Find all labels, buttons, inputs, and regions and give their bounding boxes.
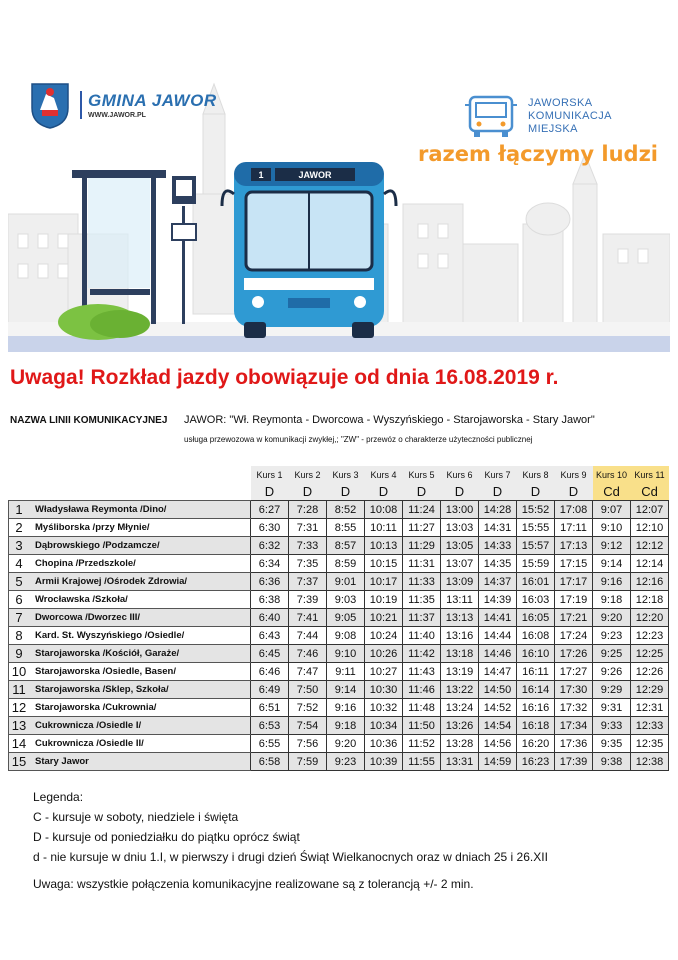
departure-time: 8:55 [327,519,365,537]
course-code: D [517,483,555,501]
departure-time: 17:15 [555,555,593,573]
stop-name: Armii Krajowej /Ośrodek Zdrowia/ [29,573,251,591]
departure-time: 14:37 [479,573,517,591]
departure-time: 12:20 [631,609,669,627]
course-header: Kurs 5 [403,466,441,483]
stop-number: 9 [9,645,30,663]
departure-time: 16:10 [517,645,555,663]
table-row [9,501,669,519]
table-row [9,699,669,717]
gmina-url: WWW.JAWOR.PL [88,112,146,119]
departure-time: 9:07 [593,501,631,519]
departure-time: 6:34 [251,555,289,573]
departure-time: 8:52 [327,501,365,519]
legend-title: Legenda: [33,790,84,804]
departure-time: 9:12 [593,537,631,555]
departure-time: 17:11 [555,519,593,537]
timetable [8,466,669,771]
departure-time: 11:31 [403,555,441,573]
legend-item-c: C - kursuje w soboty, niedziele i święta [33,810,239,824]
departure-time: 13:26 [441,717,479,735]
departure-time: 7:52 [289,699,327,717]
departure-time: 7:44 [289,627,327,645]
departure-time: 9:10 [327,645,365,663]
tolerance-note: Uwaga: wszystkie połączenia komunikacyjne realizowane są z tolerancją +/- 2 min. [33,877,474,891]
stop-number: 2 [9,519,30,537]
stop-name: Władysława Reymonta /Dino/ [29,501,251,519]
departure-time: 7:54 [289,717,327,735]
line-service-note: usługa przewozowa w komunikacji zwykłej,; "ZW" - przewóz o charakterze użyteczności publicznej [184,435,533,444]
departure-time: 11:40 [403,627,441,645]
legend [33,787,548,867]
header-spacer [29,483,251,501]
stop-name: Dworcowa /Dworzec III/ [29,609,251,627]
stop-number: 12 [9,699,30,717]
stop-name: Dąbrowskiego /Podzamcze/ [29,537,251,555]
course-header: Kurs 1 [251,466,289,483]
departure-time: 14:41 [479,609,517,627]
departure-time: 17:21 [555,609,593,627]
departure-time: 14:52 [479,699,517,717]
departure-time: 7:59 [289,753,327,771]
stop-name: Kard. St. Wyszyńskiego /Osiedle/ [29,627,251,645]
stop-number: 13 [9,717,30,735]
departure-time: 15:55 [517,519,555,537]
departure-time: 14:39 [479,591,517,609]
departure-time: 13:28 [441,735,479,753]
departure-time: 9:05 [327,609,365,627]
departure-time: 14:59 [479,753,517,771]
departure-time: 12:31 [631,699,669,717]
stop-number: 1 [9,501,30,519]
bus-route-number: 1 [258,170,264,180]
departure-time: 9:20 [593,609,631,627]
departure-time: 17:26 [555,645,593,663]
header-spacer [9,483,30,501]
departure-time: 11:48 [403,699,441,717]
departure-time: 6:53 [251,717,289,735]
departure-time: 9:35 [593,735,631,753]
departure-time: 9:18 [327,717,365,735]
gmina-name: GMINA JAWOR [88,91,217,110]
departure-time: 13:09 [441,573,479,591]
course-header: Kurs 9 [555,466,593,483]
departure-time: 15:59 [517,555,555,573]
departure-time: 9:14 [593,555,631,573]
departure-time: 6:43 [251,627,289,645]
coat-of-arms-icon [28,80,72,130]
departure-time: 8:59 [327,555,365,573]
departure-time: 6:30 [251,519,289,537]
table-row [9,645,669,663]
departure-time: 15:57 [517,537,555,555]
validity-notice: Uwaga! Rozkład jazdy obowiązuje od dnia 16.08.2019 r. [10,366,559,389]
stop-name: Cukrownicza /Osiedle II/ [29,735,251,753]
legend-item-d-lower: d - nie kursuje w dniu 1.I, w pierwszy i drugi dzień Świąt Wielkanocnych oraz w dniach 25 i 26.XII [33,850,548,864]
departure-time: 7:56 [289,735,327,753]
departure-time: 11:33 [403,573,441,591]
legend-item-d: D - kursuje od poniedziałku do piątku oprócz świąt [33,830,300,844]
stop-name: Chopina /Przedszkole/ [29,555,251,573]
table-row [9,735,669,753]
departure-time: 11:27 [403,519,441,537]
departure-time: 7:37 [289,573,327,591]
departure-time: 16:11 [517,663,555,681]
stop-number: 15 [9,753,30,771]
table-row [9,717,669,735]
departure-time: 10:39 [365,753,403,771]
stop-name: Cukrownicza /Osiedle I/ [29,717,251,735]
departure-time: 14:31 [479,519,517,537]
departure-time: 12:25 [631,645,669,663]
departure-time: 11:52 [403,735,441,753]
departure-time: 12:07 [631,501,669,519]
departure-time: 6:40 [251,609,289,627]
departure-time: 9:23 [593,627,631,645]
departure-time: 17:19 [555,591,593,609]
departure-time: 16:01 [517,573,555,591]
departure-time: 6:49 [251,681,289,699]
departure-time: 16:05 [517,609,555,627]
departure-time: 11:43 [403,663,441,681]
departure-time: 11:24 [403,501,441,519]
departure-time: 7:47 [289,663,327,681]
departure-time: 9:16 [327,699,365,717]
course-code: D [289,483,327,501]
departure-time: 10:15 [365,555,403,573]
departure-time: 16:16 [517,699,555,717]
departure-time: 10:08 [365,501,403,519]
course-code: D [403,483,441,501]
departure-time: 9:26 [593,663,631,681]
departure-time: 17:39 [555,753,593,771]
departure-time: 14:44 [479,627,517,645]
departure-time: 12:10 [631,519,669,537]
stop-number: 3 [9,537,30,555]
departure-time: 12:35 [631,735,669,753]
departure-time: 9:29 [593,681,631,699]
departure-time: 7:50 [289,681,327,699]
stop-number: 7 [9,609,30,627]
jkm-line-3: MIEJSKA [528,122,578,135]
course-header: Kurs 4 [365,466,403,483]
departure-time: 9:25 [593,645,631,663]
departure-time: 9:11 [327,663,365,681]
departure-time: 17:30 [555,681,593,699]
departure-time: 17:36 [555,735,593,753]
slogan: razem łączymy ludzi [418,142,658,166]
stop-name: Starojaworska /Kościół, Garaże/ [29,645,251,663]
departure-time: 10:21 [365,609,403,627]
departure-time: 6:27 [251,501,289,519]
departure-time: 13:05 [441,537,479,555]
departure-time: 9:03 [327,591,365,609]
departure-time: 9:38 [593,753,631,771]
bus-illustration [222,162,396,338]
departure-time: 7:39 [289,591,327,609]
departure-time: 10:30 [365,681,403,699]
departure-time: 14:54 [479,717,517,735]
departure-time: 16:23 [517,753,555,771]
jkm-line-1: JAWORSKA [528,96,593,109]
course-header: Kurs 3 [327,466,365,483]
course-code: D [251,483,289,501]
departure-time: 9:16 [593,573,631,591]
departure-time: 11:37 [403,609,441,627]
table-row [9,753,669,771]
departure-time: 17:32 [555,699,593,717]
course-code-row [9,483,669,501]
departure-time: 13:18 [441,645,479,663]
departure-time: 12:12 [631,537,669,555]
departure-time: 13:22 [441,681,479,699]
stop-number: 5 [9,573,30,591]
table-row [9,555,669,573]
course-code: D [555,483,593,501]
departure-time: 13:16 [441,627,479,645]
table-row [9,537,669,555]
departure-time: 17:08 [555,501,593,519]
departure-time: 10:11 [365,519,403,537]
departure-time: 10:13 [365,537,403,555]
departure-time: 9:31 [593,699,631,717]
departure-time: 14:50 [479,681,517,699]
departure-time: 11:46 [403,681,441,699]
gmina-logo [28,80,217,130]
table-row [9,519,669,537]
departure-time: 11:50 [403,717,441,735]
stop-number: 14 [9,735,30,753]
departure-time: 16:18 [517,717,555,735]
departure-time: 14:35 [479,555,517,573]
course-code: D [479,483,517,501]
departure-time: 13:13 [441,609,479,627]
departure-time: 17:13 [555,537,593,555]
stop-number: 6 [9,591,30,609]
departure-time: 17:27 [555,663,593,681]
header-spacer [29,466,251,483]
departure-time: 12:23 [631,627,669,645]
course-code: D [327,483,365,501]
departure-time: 9:14 [327,681,365,699]
departure-time: 12:33 [631,717,669,735]
departure-time: 17:17 [555,573,593,591]
departure-time: 11:55 [403,753,441,771]
departure-time: 10:32 [365,699,403,717]
departure-time: 9:08 [327,627,365,645]
bus-route-name: JAWOR [298,170,332,180]
course-header-row [9,466,669,483]
departure-time: 6:36 [251,573,289,591]
departure-time: 9:18 [593,591,631,609]
stop-number: 10 [9,663,30,681]
departure-time: 13:19 [441,663,479,681]
departure-time: 7:28 [289,501,327,519]
departure-time: 10:36 [365,735,403,753]
departure-time: 14:33 [479,537,517,555]
departure-time: 9:10 [593,519,631,537]
departure-time: 12:29 [631,681,669,699]
table-row [9,663,669,681]
course-header: Kurs 11 [631,466,669,483]
departure-time: 9:33 [593,717,631,735]
departure-time: 9:20 [327,735,365,753]
line-route: JAWOR: "Wł. Reymonta - Dworcowa - Wyszyńskiego - Starojaworska - Stary Jawor" [184,414,595,426]
departure-time: 11:42 [403,645,441,663]
course-header: Kurs 6 [441,466,479,483]
departure-time: 12:16 [631,573,669,591]
course-header: Kurs 2 [289,466,327,483]
departure-time: 16:08 [517,627,555,645]
departure-time: 14:56 [479,735,517,753]
departure-time: 11:29 [403,537,441,555]
stop-name: Starojaworska /Cukrownia/ [29,699,251,717]
departure-time: 16:14 [517,681,555,699]
departure-time: 10:34 [365,717,403,735]
departure-time: 13:07 [441,555,479,573]
departure-time: 6:51 [251,699,289,717]
departure-time: 12:18 [631,591,669,609]
course-code: Cd [631,483,669,501]
stop-number: 4 [9,555,30,573]
header-spacer [9,466,30,483]
departure-time: 6:32 [251,537,289,555]
departure-time: 15:52 [517,501,555,519]
departure-time: 12:26 [631,663,669,681]
departure-time: 9:01 [327,573,365,591]
departure-time: 13:00 [441,501,479,519]
departure-time: 6:55 [251,735,289,753]
stop-name: Stary Jawor [29,753,251,771]
bus-logo-icon [462,93,520,139]
departure-time: 14:47 [479,663,517,681]
departure-time: 6:38 [251,591,289,609]
departure-time: 10:17 [365,573,403,591]
departure-time: 14:46 [479,645,517,663]
departure-time: 14:28 [479,501,517,519]
jkm-line-2: KOMUNIKACJA [528,109,612,122]
stop-number: 11 [9,681,30,699]
departure-time: 9:23 [327,753,365,771]
course-code: Cd [593,483,631,501]
departure-time: 13:11 [441,591,479,609]
departure-time: 7:35 [289,555,327,573]
departure-time: 16:20 [517,735,555,753]
departure-time: 16:03 [517,591,555,609]
stop-name: Myśliborska /przy Młynie/ [29,519,251,537]
departure-time: 7:41 [289,609,327,627]
departure-time: 10:24 [365,627,403,645]
departure-time: 7:33 [289,537,327,555]
departure-time: 6:58 [251,753,289,771]
course-header: Kurs 8 [517,466,555,483]
stop-name: Starojaworska /Sklep, Szkoła/ [29,681,251,699]
departure-time: 17:34 [555,717,593,735]
table-row [9,591,669,609]
line-name-label: NAZWA LINII KOMUNIKACYJNEJ [10,415,168,426]
departure-time: 7:31 [289,519,327,537]
stop-name: Starojaworska /Osiedle, Basen/ [29,663,251,681]
departure-time: 13:03 [441,519,479,537]
course-header: Kurs 10 [593,466,631,483]
departure-time: 6:45 [251,645,289,663]
course-header: Kurs 7 [479,466,517,483]
departure-time: 13:24 [441,699,479,717]
table-row [9,681,669,699]
stop-number: 8 [9,627,30,645]
table-row [9,609,669,627]
departure-time: 12:14 [631,555,669,573]
departure-time: 11:35 [403,591,441,609]
course-code: D [441,483,479,501]
departure-time: 13:31 [441,753,479,771]
course-code: D [365,483,403,501]
departure-time: 6:46 [251,663,289,681]
departure-time: 10:27 [365,663,403,681]
departure-time: 12:38 [631,753,669,771]
departure-time: 10:26 [365,645,403,663]
stop-name: Wrocławska /Szkoła/ [29,591,251,609]
table-row [9,573,669,591]
departure-time: 10:19 [365,591,403,609]
departure-time: 17:24 [555,627,593,645]
departure-time: 7:46 [289,645,327,663]
table-row [9,627,669,645]
departure-time: 8:57 [327,537,365,555]
jkm-logo [462,93,612,139]
